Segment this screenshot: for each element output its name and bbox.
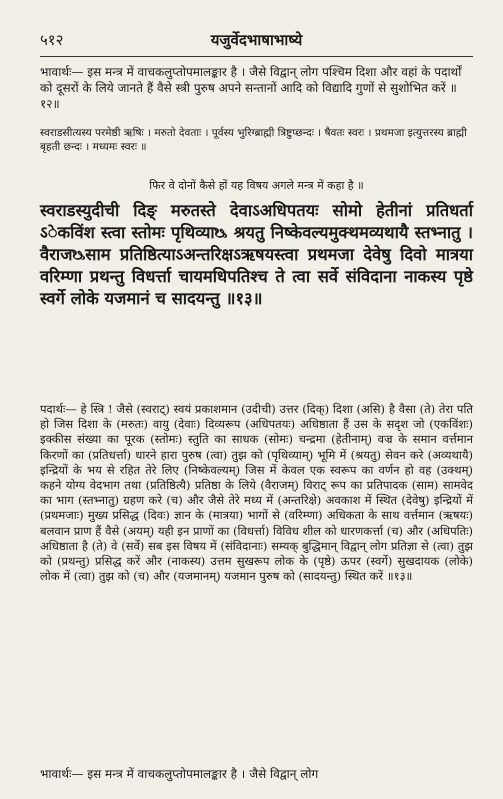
header-rule: [40, 56, 473, 57]
bhavartha-paragraph: भावार्थः— इस मन्त्र में वाचकलुप्तोपमालङ्कार है । जैसे विद्वान् लोग पश्चिम दिशा और वहां के पदार्थों को दूसरों के लिये जानते हैं वैसे स्त्री पुरुष अपने सन्तानों आदि को विद्यादि गुणों से सुशोभित करें ॥१२॥: [40, 65, 462, 111]
bhavartha-bottom: भावार्थः— इस मन्त्र में वाचकलुप्तोपमालङ्कार है । जैसे विद्वान् लोग: [40, 767, 319, 781]
mantra-text: स्वराडस्युदीची दिङ् मरुतस्ते देवाऽअधिपतयः सोमो हेतीनां प्रतिधर्ता ऽेकविंश स्त्वा स्तोमः पृथिव्याᳬ श्रयतु निष्केवल्यमुक्थमव्यथायै स्तभ्नातु । वैराजᳬसाम प्रतिष्ठित्याऽअन्तरिक्षऽऋषयस्त्वा प्रथमजा देवेषु दिवो मात्रया वरिम्णा प्रथन्तु विधर्त्ता चायमधिपतिश्च ते त्वा सर्वे संविदाना नाकस्य पृष्ठे स्वर्गे लोके यजमानं च सादयन्तु ॥१३॥: [40, 201, 473, 308]
page-title: यजुर्वेदभाषाभाष्ये: [210, 31, 303, 49]
page-number: ५१२: [40, 31, 64, 49]
rishi-devata-line: स्वराडसीत्यस्य परमेष्ठी ऋषिः । मरुतो देवताः । पूर्वस्य भुरिग्ब्राह्मी त्रिष्टुप्छन्दः । षैवतः स्वरः । प्रथमजा इत्युत्तरस्य ब्राह्मी बृहती छन्दः । मध्यमः स्वरः ॥: [40, 127, 467, 153]
page-header: [40, 28, 473, 52]
padartha-paragraph: पदार्थः— हे स्त्रि ! जैसे (स्वराट्) स्वयं प्रकाशमान (उदीची) उत्तर (दिक्) दिशा (असि) है वैसा (ते) तेरा पति हो जिस दिशा के (मरुतः) वायु (देवाः) दिव्यरूप (अधिपतयः) अधिष्ठाता हैं उस के सदृश जो (एकविंशः) इक्कीस संख्या का पूरक (स्तोमः) स्तुति का साधक (सोमः) चन्द्रमा (हेतीनाम्) वज्र के समान वर्त्तमान किरणों का (प्रतिधर्त्ता) धारने हारा पुरुष (त्वा) तुझ को (पृथिव्याम्) भूमि में (श्रयतु) सेवन करे (अव्यथायै) इन्द्रियों के भय से रहित तेरे लिए (निष्केवल्यम्) जिस में केवल एक स्वरूप का वर्णन हो वह (उक्थम्) कहने योग्य वेदभाग तथा (प्रतिष्ठित्यै) प्रतिष्ठा के लिये (वैराजम्) विराट् रूप का प्रतिपादक (साम) सामवेद का भाग (स्तभ्नातु) ग्रहण करे (च) और जैसे तेरे मध्य में (अन्तरिक्षे) अवकाश में स्थित (देवेषु) इन्द्रियों में (प्रथमजाः) मुख्य प्रसिद्ध (दिवः) ज्ञान के (मात्रया) भागों से (वरिम्णा) अधिकता के साथ वर्त्तमान (ऋषयः) बलवान प्राण हैं वैसे (अयम्) यही इन प्राणों का (विधर्त्ता) विविध शील को धारणकर्त्ता (च) और (अधिपतिः) अधिष्ठाता है (ते) वे (सर्वे) सब इस विषय में (संविदानाः) सम्यक् बुद्धिमान् विद्वान् लोग प्रतिज्ञा से (त्वा) तुझ को (प्रथन्तु) प्रसिद्ध करें और (नाकस्य) उत्तम सुखरूप लोक के (पृष्ठे) ऊपर (स्वर्गे) सुखदायक (लोके) लोक में (त्वा) तुझ को (च) और (यजमानम्) यजमान पुरुष को (सादयन्तु) स्थित करें ॥१३॥: [40, 402, 473, 584]
phir-intro-line: फिर वे दोनों कैसे हों यह विषय अगले मन्त्र में कहा है ॥: [149, 179, 364, 192]
